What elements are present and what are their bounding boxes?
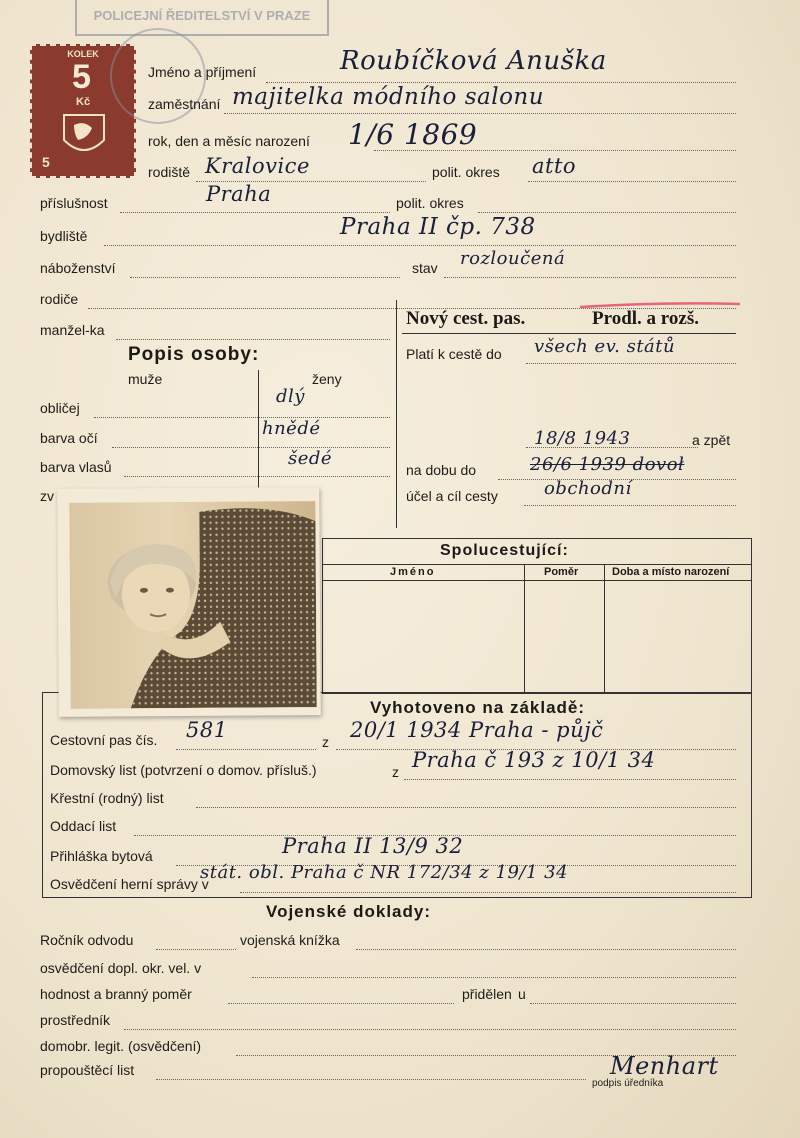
basis-passport-label: Cestovní pas čís. bbox=[50, 732, 158, 748]
description-title: Popis osoby: bbox=[128, 344, 260, 365]
hair-value: šedé bbox=[288, 448, 333, 469]
renew-passport-label: Prodl. a rozš. bbox=[592, 308, 699, 329]
basis-certificate-line bbox=[240, 892, 736, 893]
companions-table bbox=[322, 538, 752, 694]
basis-birth-cert-line bbox=[196, 807, 736, 808]
military-rank-line bbox=[228, 1003, 454, 1004]
stamp-currency: Kč bbox=[76, 96, 91, 108]
valid-value: všech ev. států bbox=[534, 336, 676, 357]
eyes-label: barva očí bbox=[40, 430, 98, 446]
military-legit-label: domobr. legit. (osvědčení) bbox=[40, 1038, 202, 1054]
woman-portrait-icon bbox=[69, 501, 316, 709]
citizenship-label: příslušnost bbox=[40, 195, 108, 211]
basis-passport-z-label: z bbox=[322, 734, 329, 750]
office-stamp: POLICEJNÍ ŘEDITELSTVÍ V PRAZE bbox=[75, 0, 329, 36]
signature-label: podpis úředníka bbox=[592, 1078, 664, 1089]
companions-col-relation: Poměr bbox=[544, 566, 579, 578]
spouse-line bbox=[116, 339, 390, 340]
basis-domicile-label: Domovský list (potvrzení o domov. přísluš.) bbox=[50, 762, 317, 778]
occupation-label: zaměstnání bbox=[148, 96, 221, 112]
status-label: stav bbox=[412, 260, 438, 276]
partial-label: zv bbox=[40, 488, 54, 504]
residence-value: Praha II čp. 738 bbox=[340, 214, 536, 240]
basis-registration-value: Praha II 13/9 32 bbox=[282, 834, 464, 858]
return-label: a zpět bbox=[692, 432, 731, 448]
face-value: dlý bbox=[276, 386, 305, 407]
women-label: ženy bbox=[312, 371, 342, 387]
passport-header-rule bbox=[402, 333, 736, 334]
residence-line bbox=[104, 245, 736, 246]
purpose-line bbox=[524, 505, 736, 506]
valid-label: Platí k cestě do bbox=[406, 346, 502, 362]
renew-strikethrough bbox=[580, 300, 740, 310]
military-release-label: propouštěcí list bbox=[40, 1062, 135, 1078]
companions-title-rule bbox=[322, 564, 752, 565]
religion-line bbox=[130, 277, 400, 278]
basis-certificate-label: Osvědčení herní správy v bbox=[50, 876, 209, 892]
period-label: na dobu do bbox=[406, 462, 477, 478]
military-book-label: vojenská knížka bbox=[240, 932, 340, 948]
birthplace-label: rodiště bbox=[148, 164, 191, 180]
military-cert-line bbox=[252, 977, 736, 978]
district2-label: polit. okres bbox=[396, 195, 464, 211]
purpose-label: účel a cíl cesty bbox=[406, 488, 498, 504]
companions-col-name: Jméno bbox=[390, 566, 436, 578]
companions-title: Spolucestující: bbox=[440, 542, 569, 559]
district-line bbox=[528, 181, 736, 182]
stamp-value: 5 bbox=[72, 58, 91, 96]
status-line bbox=[444, 277, 736, 278]
basis-domicile-value: Praha č 193 z 10/1 34 bbox=[412, 748, 656, 772]
residence-label: bydliště bbox=[40, 228, 88, 244]
eyes-line bbox=[112, 447, 390, 448]
new-passport-label: Nový cest. pas. bbox=[406, 308, 526, 329]
lion-emblem-icon bbox=[54, 110, 114, 160]
hair-label: barva vlasů bbox=[40, 459, 112, 475]
birth-value: 1/6 1869 bbox=[348, 118, 478, 151]
return-value: 18/8 1943 bbox=[534, 428, 631, 449]
name-value: Roubíčková Anuška bbox=[340, 46, 607, 76]
basis-passport-z-value: 20/1 1934 Praha - půjč bbox=[350, 718, 604, 742]
district-value: atto bbox=[532, 154, 577, 178]
stamp-top-text: KOLEK bbox=[67, 49, 99, 59]
occupation-line bbox=[224, 113, 736, 114]
district2-line bbox=[478, 212, 736, 213]
face-label: obličej bbox=[40, 400, 80, 416]
basis-registration-label: Přihláška bytová bbox=[50, 848, 153, 864]
eyes-value: hnědé bbox=[262, 418, 321, 439]
column-divider bbox=[396, 300, 397, 528]
status-value: rozloučená bbox=[460, 248, 566, 269]
basis-domicile-line bbox=[404, 779, 736, 780]
military-middleman-line bbox=[124, 1029, 736, 1030]
official-signature: Menhart bbox=[610, 1052, 719, 1080]
companions-col-divider-1 bbox=[524, 564, 525, 692]
religion-label: náboženství bbox=[40, 260, 116, 276]
basis-passport-value: 581 bbox=[186, 718, 228, 742]
portrait-image bbox=[69, 501, 316, 709]
military-title: Vojenské doklady: bbox=[266, 902, 432, 921]
basis-birth-cert-label: Křestní (rodný) list bbox=[50, 790, 164, 806]
military-release-line bbox=[156, 1079, 586, 1080]
name-line bbox=[266, 82, 736, 83]
occupation-value: majitelka módního salonu bbox=[232, 84, 545, 110]
basis-domicile-z-label: z bbox=[392, 764, 399, 780]
basis-passport-line bbox=[176, 749, 316, 750]
hair-line bbox=[124, 476, 390, 477]
military-year-label: Ročník odvodu bbox=[40, 932, 134, 948]
description-divider bbox=[258, 370, 259, 490]
military-rank-label: hodnost a branný poměr bbox=[40, 986, 192, 1002]
spouse-label: manžel-ka bbox=[40, 322, 105, 338]
military-year-line bbox=[156, 949, 236, 950]
military-cert-label: osvědčení dopl. okr. vel. v bbox=[40, 960, 202, 976]
military-middleman-label: prostředník bbox=[40, 1012, 111, 1028]
military-book-line bbox=[356, 949, 736, 950]
military-assigned-label: přidělen bbox=[462, 986, 512, 1002]
birthplace-value: Kralovice bbox=[205, 154, 310, 178]
military-u-line bbox=[530, 1003, 736, 1004]
birth-label: rok, den a měsíc narození bbox=[148, 133, 310, 149]
stamp-bottom-value: 5 bbox=[42, 154, 50, 170]
valid-line bbox=[526, 363, 736, 364]
district-label: polit. okres bbox=[432, 164, 500, 180]
military-u-label: u bbox=[518, 986, 526, 1002]
companions-header-rule bbox=[322, 580, 752, 581]
basis-certificate-value: stát. obl. Praha č NR 172/34 z 19/1 34 bbox=[200, 862, 569, 883]
companions-col-birth: Doba a místo narození bbox=[612, 566, 730, 578]
name-label: Jméno a příjmení bbox=[148, 64, 257, 80]
parents-label: rodiče bbox=[40, 291, 79, 307]
men-label: muže bbox=[128, 371, 163, 387]
basis-marriage-label: Oddací list bbox=[50, 818, 117, 834]
purpose-value: obchodní bbox=[544, 478, 632, 499]
period-value: 26/6 1939 dovoł bbox=[530, 454, 685, 475]
portrait-photo bbox=[57, 487, 321, 717]
companions-col-divider-2 bbox=[604, 564, 605, 692]
citizenship-value: Praha bbox=[206, 182, 272, 206]
citizenship-line bbox=[120, 212, 390, 213]
face-line bbox=[94, 417, 390, 418]
basis-title: Vyhotoveno na základě: bbox=[370, 698, 586, 717]
